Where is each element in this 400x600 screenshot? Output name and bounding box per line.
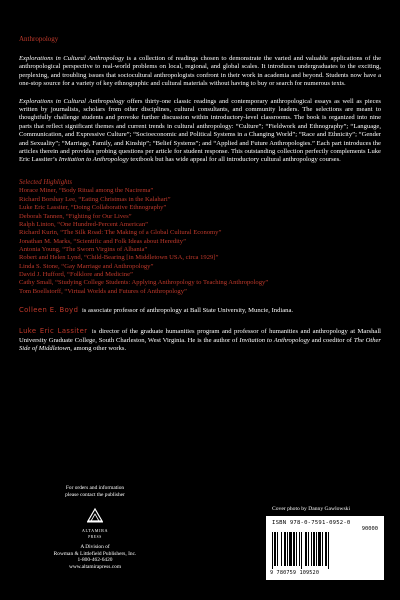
bio-text: is director of the graduate humanities program and professor of humanities and anthropology at Marshall University Graduate College, South Charleston, West Virginia. He is the author of [19, 328, 381, 344]
barcode-bar [299, 532, 300, 566]
editor-bio-2 [19, 327, 381, 353]
cover-photo-credit: Cover photo by Danny Gawlowski [272, 506, 350, 512]
cover-text [19, 35, 381, 354]
highlights-title: Selected Highlights [19, 178, 73, 186]
highlight-item: David J. Hufford, “Folklore and Medicine” [19, 270, 133, 278]
barcode-bar [289, 532, 292, 566]
description-text: offers thirty-one classic readings and contemporary anthropological essays as well as pieces written by journalists, scholars from other disciplines, cultural consultants, and community leaders. The selections are meant to thoughtfully challenge students and provoke further discussion within introductory-level classrooms. The book is organized into nine parts that reflect significant themes and current trends in cultural anthropology: “Culture”; “Fieldwork and Ethnography”; “Language, Communication, and Expressive Culture”; “Socioeconomic and Political Systems in a Changing World”; “Race and Ethnicity”; “Gender and Sexuality”; “Marriage, Family, and Kinship”; “Belief Systems”; and “Applied and Future Anthropologies.” Each part introduces the articles therein and provides probing questions per article for student response. This outstanding collection perfectly complements Luke Eric Lassiter’s [19, 97, 381, 164]
logo-subtext: PRESS [88, 535, 102, 540]
highlights-list [19, 187, 381, 295]
barcode-bar [272, 532, 273, 569]
barcode-bar [325, 532, 327, 566]
barcode-bar [277, 532, 278, 566]
barcode-bar [301, 532, 302, 569]
barcode-bar [281, 532, 282, 566]
barcode-bar [316, 532, 317, 566]
barcode-bar [305, 532, 307, 566]
highlight-item: Richard Borshay Lee, “Eating Christmas in the Kalahari” [19, 195, 171, 203]
logo-icon [85, 506, 105, 526]
editor-name: Luke Eric Lassiter [19, 327, 88, 336]
book-title: The Other Side of Middletown [19, 336, 381, 353]
highlight-item: Linda S. Stone, “Gay Marriage and Anthropology” [19, 262, 154, 270]
publisher-logo [85, 506, 105, 526]
barcode-digits: 9 780759 109520 [270, 570, 320, 576]
highlight-item: Cathy Small, “Studying College Students: Applying Anthropology to Teaching Anthropology” [19, 279, 269, 287]
barcode-bar [311, 532, 312, 566]
book-title: Explorations in Cultural Anthropology [19, 55, 125, 62]
company-name: Rowman & Littlefield Publishers, Inc. [53, 550, 137, 557]
editor-bio-1 [19, 306, 381, 315]
description-paragraph-2 [19, 98, 381, 165]
orders-line: please contact the publisher [65, 491, 125, 498]
barcode-box [266, 516, 384, 580]
description-text: textbook but has wide appeal for all introductory cultural anthropology courses. [128, 156, 341, 164]
highlight-item: Ralph Linton, “One Hundred-Percent American” [19, 220, 149, 228]
barcode-bars [272, 532, 354, 569]
barcode-bar [274, 532, 276, 566]
phone-number: 1-800-462-6420 [77, 557, 113, 564]
highlight-item: Robert and Helen Lynd, “Child-Bearing [in Middletown USA, circa 1929]” [19, 254, 219, 262]
category-label: Anthropology [19, 35, 59, 43]
editor-name: Colleen E. Boyd [19, 305, 79, 314]
description-paragraph-1 [19, 55, 381, 89]
barcode-bar [287, 532, 288, 566]
bio-text: , among other works. [70, 345, 127, 353]
orders-line: For orders and information [65, 485, 125, 491]
highlight-item: Antonia Young, “The Sworn Virgins of Albania” [19, 245, 148, 253]
bio-text: is associate professor of anthropology at Ball State University, Muncie, Indiana. [80, 306, 294, 314]
textbook-title: Invitation to Anthropology [58, 156, 129, 164]
price-code: 90000 [361, 526, 378, 532]
highlight-item: Luke Eric Lassiter, “Doing Collaborative Ethnography” [19, 204, 167, 212]
highlight-item: Horace Miner, “Body Ritual among the Nacirema” [19, 187, 154, 195]
website-link[interactable]: www.altamirapress.com [68, 563, 122, 570]
highlight-item: Richard Kurin, “The Silk Road: The Making of a Global Cultural Economy” [19, 229, 222, 237]
barcode-bar [322, 532, 323, 566]
barcode-bar [313, 532, 315, 566]
barcode-bar [328, 532, 329, 569]
barcode-bar [284, 532, 286, 566]
book-title: Explorations in Cultural Anthropology [19, 97, 125, 105]
book-title: Invitation to Anthropology [239, 336, 310, 344]
orders-info [40, 485, 150, 571]
logo-wordmark: ALTAMIRA [81, 527, 109, 533]
isbn-text: ISBN 978-0-7591-0952-0 [272, 520, 351, 526]
highlight-item: Deborah Tannen, “Fighting for Our Lives” [19, 212, 132, 220]
barcode-bar [293, 532, 295, 566]
highlight-item: Jonathan M. Marks, “Scientific and Folk Ideas about Heredity” [19, 237, 186, 245]
division-text: A Division of [80, 544, 110, 551]
barcode-bar [318, 532, 321, 566]
bio-text: and coeditor of [309, 336, 354, 344]
description-text: is a collection of readings chosen to demonstrate the varied and valuable applications of the anthropological perspective to real-world problems on local, regional, and global scales. It introduces undergraduates to the exciting, perplexing, and troubling issues that sociocultural anthropologists confront in their work in academia and beyond. Students now have a one-stop source for a variety of key ethnographic and cultural materials without having to buy or search for numerous texts. [19, 55, 382, 88]
highlight-item: Tom Boellstorff, “Virtual Worlds and Futures of Anthropology” [19, 287, 187, 295]
barcode-bar [296, 532, 297, 566]
barcode-bar [308, 532, 309, 566]
